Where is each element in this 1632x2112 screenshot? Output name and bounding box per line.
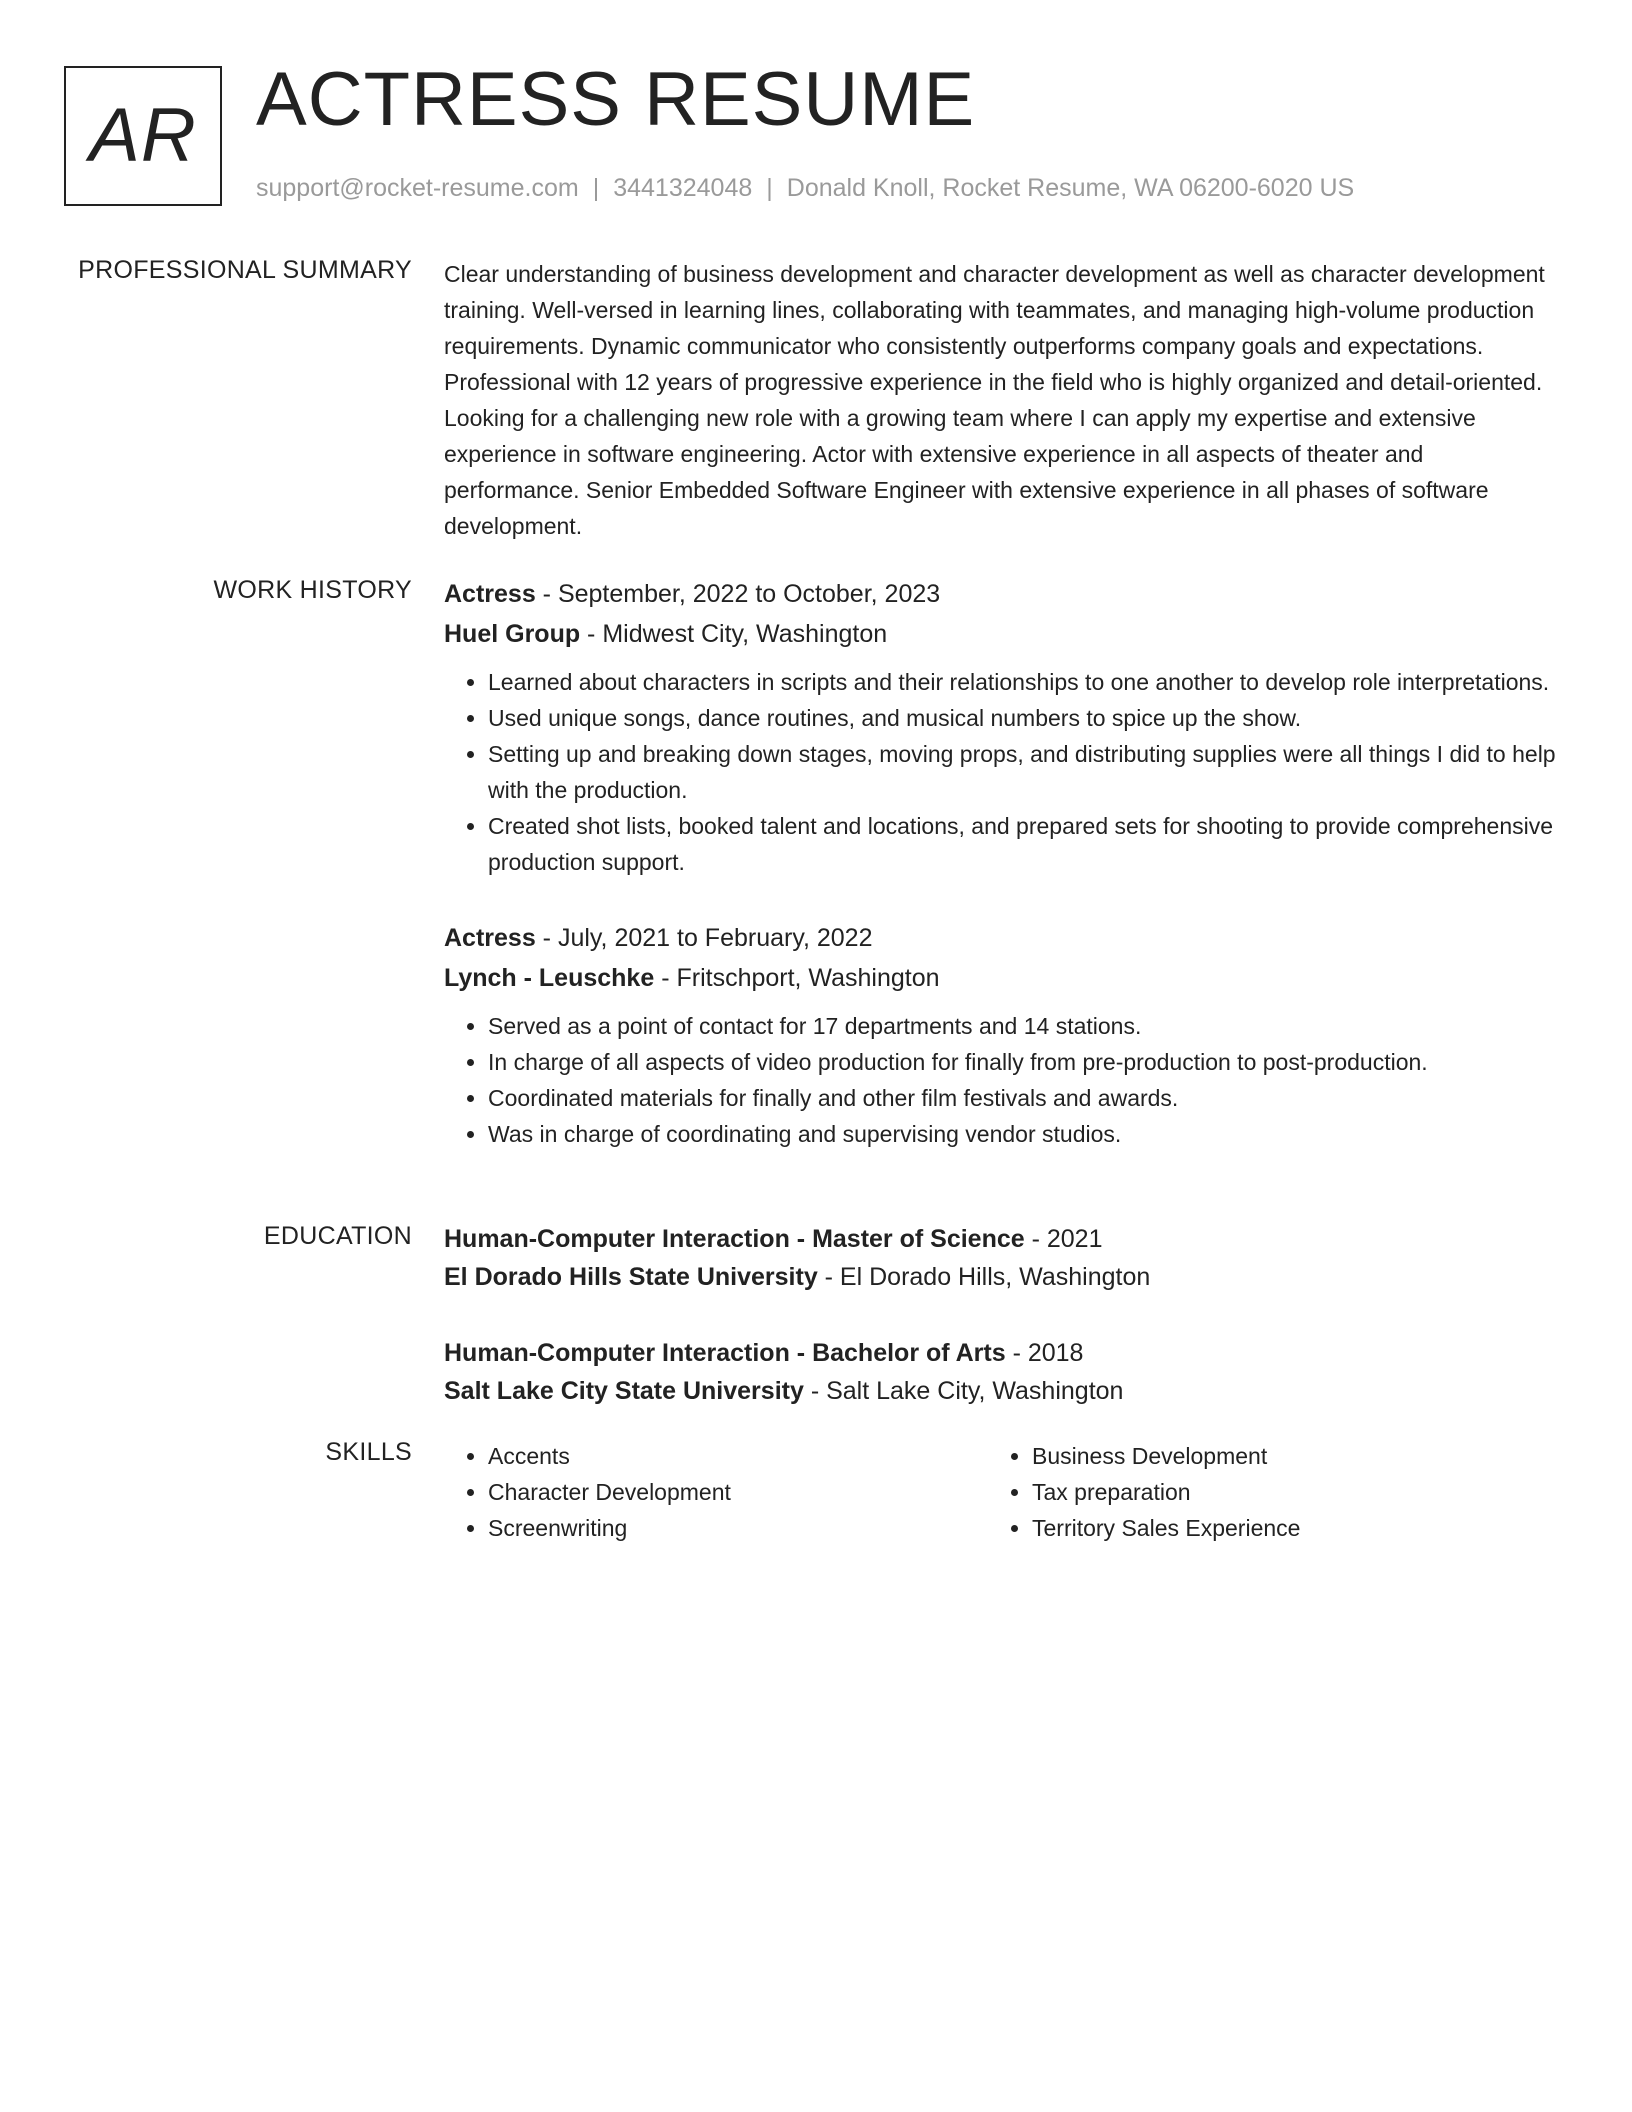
education-year: - 2018 bbox=[1005, 1339, 1084, 1367]
skill-item: • Business Development bbox=[1032, 1438, 1532, 1474]
job-bullet: • Learned about characters in scripts and their relationships to one another to develop role interpretations. bbox=[488, 664, 1559, 700]
skill-item: • Accents bbox=[488, 1438, 988, 1474]
monogram-initials: AR bbox=[89, 93, 197, 178]
job-title-line bbox=[444, 574, 1559, 614]
skill-item: • Screenwriting bbox=[488, 1510, 988, 1546]
skills-body bbox=[444, 1438, 1559, 1546]
job-location: - Fritschport, Washington bbox=[654, 964, 940, 992]
education-school: El Dorado Hills State University bbox=[444, 1263, 818, 1291]
summary-text: Clear understanding of business development and character development as well as character development training. Well-versed in learning lines, collaborating with teammates, and managing high-volume production requirements. Dynamic communicator who consistently outperforms company goals and expectations. Professional with 12 years of progressive experience in the field who is highly organized and detail-oriented. Looking for a challenging new role with a growing team where I can apply my expertise and extensive experience in software engineering. Actor with extensive experience in all aspects of theater and performance. Senior Embedded Software Engineer with extensive experience in all phases of software development. bbox=[444, 261, 1545, 539]
education-degree-line bbox=[444, 1220, 1559, 1258]
education-location: - El Dorado Hills, Washington bbox=[817, 1263, 1151, 1291]
contact-line bbox=[256, 174, 1354, 203]
job-bullet: • Used unique songs, dance routines, and musical numbers to spice up the show. bbox=[488, 700, 1559, 736]
skills-column-2 bbox=[988, 1438, 1532, 1546]
skill-item: • Territory Sales Experience bbox=[1032, 1510, 1532, 1546]
education-year: - 2021 bbox=[1024, 1225, 1103, 1253]
job-bullets bbox=[444, 1008, 1559, 1152]
job-bullet: • Setting up and breaking down stages, moving props, and distributing supplies were all things I did to help with the production. bbox=[488, 736, 1559, 808]
education-school: Salt Lake City State University bbox=[444, 1377, 804, 1405]
work-body bbox=[444, 574, 1559, 1190]
education-degree-line bbox=[444, 1334, 1559, 1372]
summary-label: PROFESSIONAL SUMMARY bbox=[78, 256, 412, 284]
skills-column-1 bbox=[444, 1438, 988, 1546]
education-location: - Salt Lake City, Washington bbox=[803, 1377, 1124, 1405]
job-title: Actress bbox=[444, 580, 536, 608]
job-location: - Midwest City, Washington bbox=[580, 620, 888, 648]
job-bullet: • Created shot lists, booked talent and locations, and prepared sets for shooting to provide comprehensive production support. bbox=[488, 808, 1559, 880]
work-label: WORK HISTORY bbox=[213, 576, 412, 604]
monogram-box bbox=[64, 66, 222, 206]
job-bullet: • In charge of all aspects of video production for finally from pre-production to post-production. bbox=[488, 1044, 1559, 1080]
education-label: EDUCATION bbox=[263, 1222, 412, 1250]
education-entry bbox=[444, 1334, 1559, 1410]
education-school-line bbox=[444, 1372, 1559, 1410]
skill-item: • Character Development bbox=[488, 1474, 988, 1510]
contact-email: support@rocket-resume.com bbox=[256, 174, 579, 202]
skills-label: SKILLS bbox=[325, 1438, 412, 1466]
job-company: Huel Group bbox=[444, 620, 581, 648]
resume-title: ACTRESS RESUME bbox=[256, 57, 976, 142]
education-degree: Human-Computer Interaction - Bachelor of Arts bbox=[444, 1339, 1006, 1367]
education-school-line bbox=[444, 1258, 1559, 1296]
contact-separator: | bbox=[592, 174, 600, 202]
contact-phone: 3441324048 bbox=[613, 174, 753, 202]
job-company-line bbox=[444, 958, 1559, 998]
contact-separator: | bbox=[766, 174, 773, 202]
job-dates: - July, 2021 to February, 2022 bbox=[535, 924, 873, 952]
skills-grid bbox=[444, 1438, 1559, 1546]
contact-address: Donald Knoll, Rocket Resume, WA 06200-6020 US bbox=[786, 174, 1355, 202]
job-title-line bbox=[444, 918, 1559, 958]
job-dates: - September, 2022 to October, 2023 bbox=[535, 580, 941, 608]
job-bullets bbox=[444, 664, 1559, 880]
skill-item: • Tax preparation bbox=[1032, 1474, 1532, 1510]
education-body bbox=[444, 1220, 1559, 1448]
job-bullet: • Coordinated materials for finally and other film festivals and awards. bbox=[488, 1080, 1559, 1116]
job-company-line bbox=[444, 614, 1559, 654]
job-bullet: • Was in charge of coordinating and supervising vendor studios. bbox=[488, 1116, 1559, 1152]
job-bullet: • Served as a point of contact for 17 departments and 14 stations. bbox=[488, 1008, 1559, 1044]
job-entry bbox=[444, 918, 1559, 1152]
summary-body bbox=[444, 256, 1559, 544]
job-company: Lynch - Leuschke bbox=[444, 964, 655, 992]
education-degree: Human-Computer Interaction - Master of Science bbox=[444, 1225, 1025, 1253]
job-entry bbox=[444, 574, 1559, 880]
job-title: Actress bbox=[444, 924, 536, 952]
education-entry bbox=[444, 1220, 1559, 1296]
